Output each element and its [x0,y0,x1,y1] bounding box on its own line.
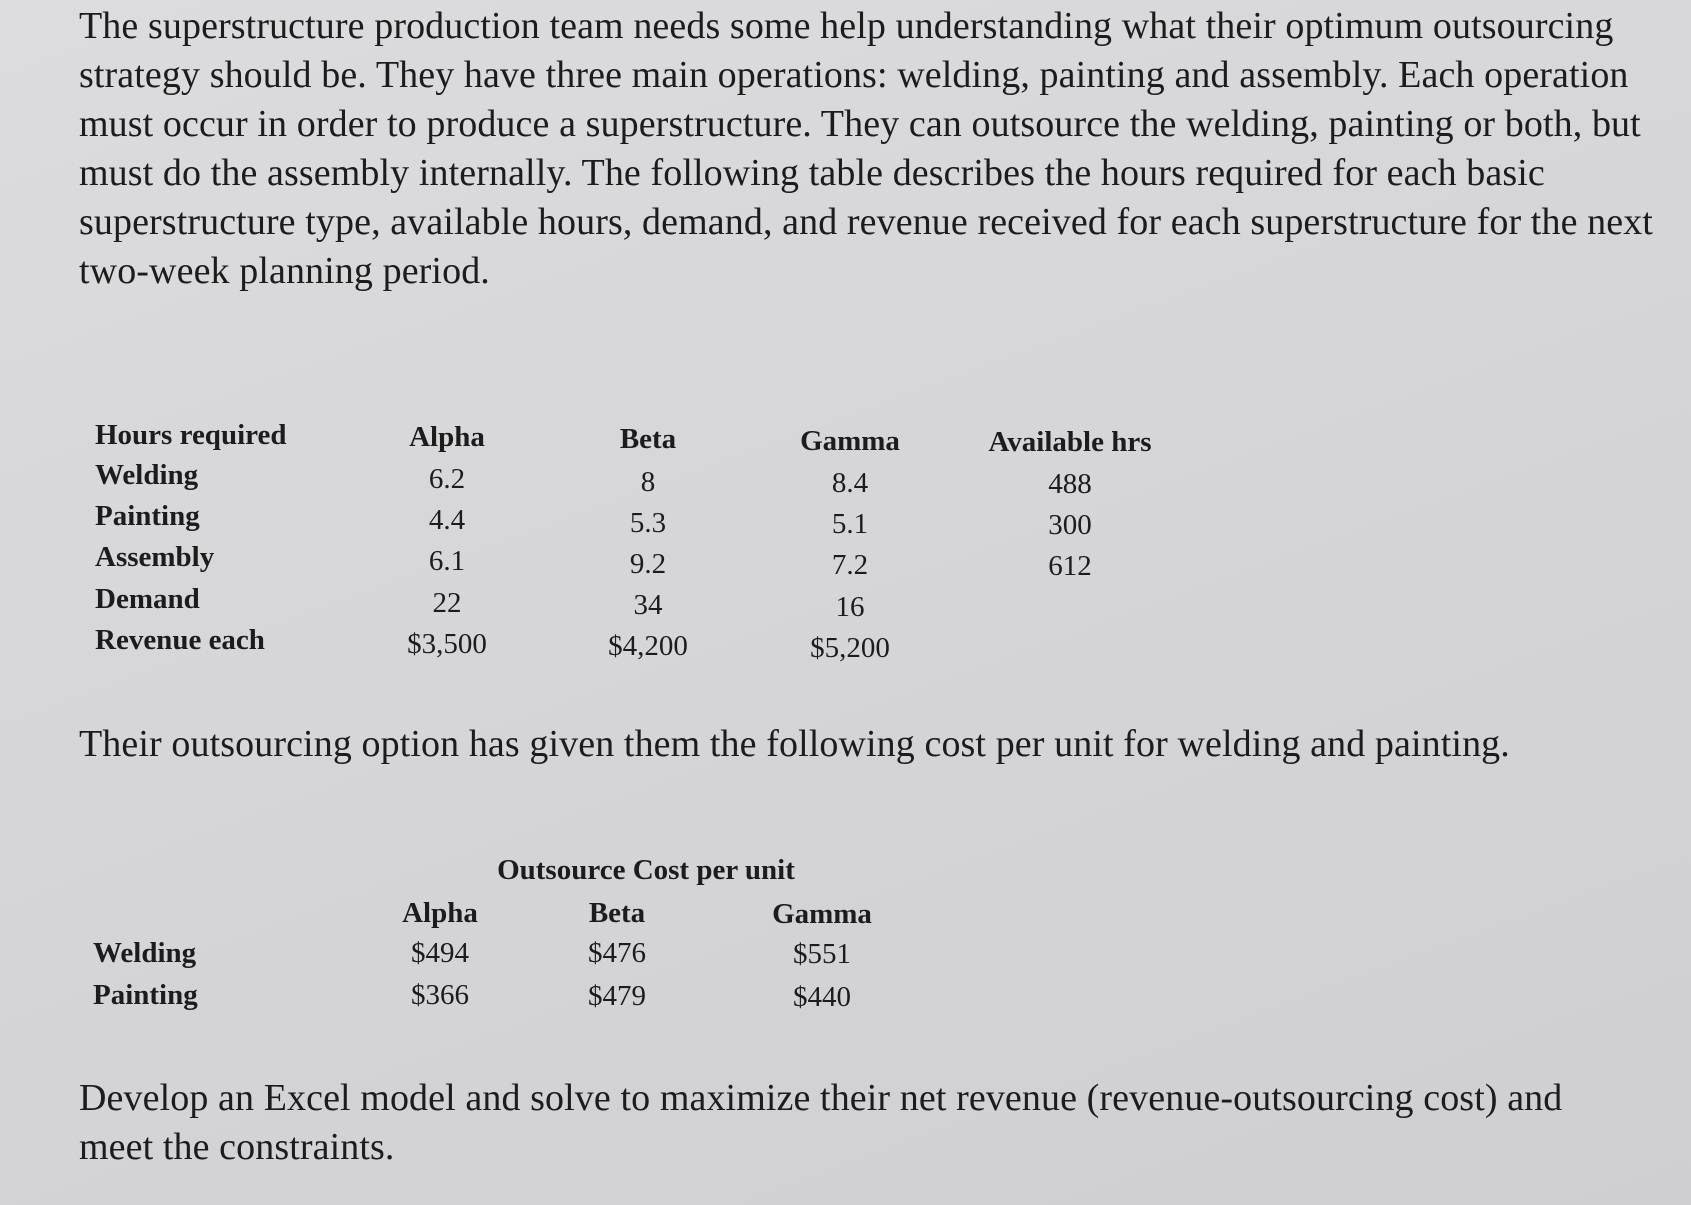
table-cell: 8 [640,466,656,498]
outsource-table-title: Outsource Cost per unit [497,854,795,886]
hours-header-alpha: Alpha [409,421,485,453]
table-cell: 34 [633,589,663,621]
table-cell: 6.1 [428,545,466,577]
table-cell: 7.2 [831,549,869,581]
table-cell: 8.4 [831,467,869,499]
table-cell: 5.3 [629,507,667,539]
outsource-header-alpha: Alpha [402,897,478,929]
table-cell: 6.2 [428,463,466,495]
table-cell: $494 [411,937,469,969]
table-cell: 16 [835,591,865,623]
table-cell: 4.4 [428,504,466,536]
table-row-label: Assembly [95,541,215,573]
table-row-label: Painting [93,979,198,1011]
task-paragraph: Develop an Excel model and solve to maximize their net revenue (revenue-outsourcing cost) and meet the constraints. [79,1077,1563,1168]
table-row-label: Welding [95,459,199,491]
table-cell: $479 [588,980,646,1012]
table-cell: 22 [432,587,462,619]
outsource-header-beta: Beta [588,897,646,929]
table-row-label: Painting [95,500,200,532]
hours-header-gamma: Gamma [800,425,900,457]
table-cell: 488 [1048,468,1092,500]
table-cell: $5,200 [810,632,890,664]
outsource-paragraph: Their outsourcing option has given them the following cost per unit for welding and painting. [79,723,1510,765]
table-cell: 612 [1048,550,1092,582]
hours-header-label: Hours required [95,419,287,451]
hours-header-beta: Beta [619,423,677,455]
table-cell: $476 [588,937,646,969]
table-cell: $366 [411,979,469,1011]
table-row-label: Welding [93,937,197,969]
table-row-label: Revenue each [95,624,265,656]
table-cell: $3,500 [407,628,487,660]
table-cell: $440 [793,981,851,1013]
hours-header-available: Available hrs [988,426,1152,458]
table-cell: 9.2 [629,548,667,580]
table-cell: $4,200 [608,630,688,662]
table-cell: $551 [793,938,851,970]
outsource-header-gamma: Gamma [772,898,872,930]
table-cell: 5.1 [831,508,869,540]
table-cell: 300 [1048,509,1092,541]
table-row-label: Demand [95,583,200,615]
intro-paragraph: The superstructure production team needs some help understanding what their optimum outsourcing strategy should be. They have three main operations: welding, painting and assembly. Each operation must occur in order to produce a superstructure. They can outsource the welding, painting or both, but must do the assembly internally. The following table describes the hours required for each basic superstructure type, available hours, demand, and revenue received for each superstructure for the next two-week planning period. [79,5,1653,292]
